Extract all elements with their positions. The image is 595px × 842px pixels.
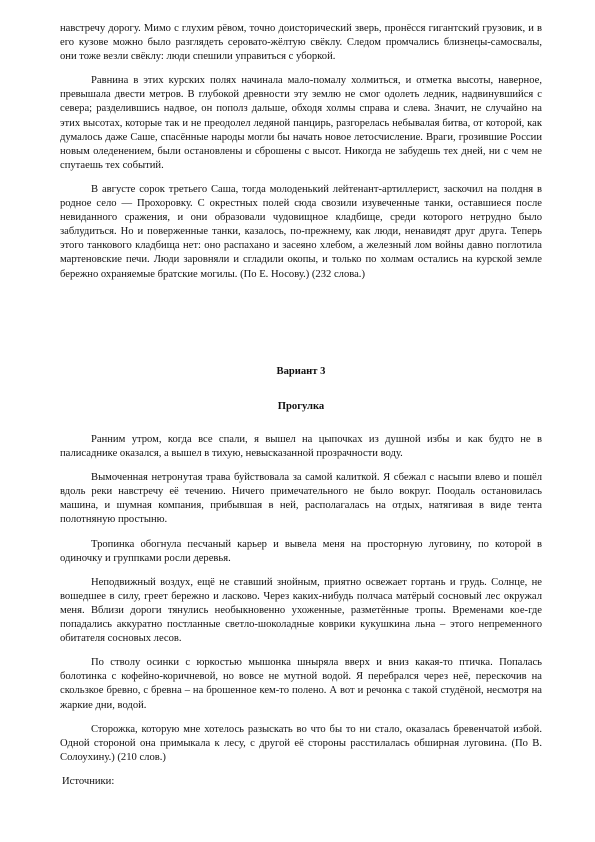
paragraph-path: Тропинка обогнула песчаный карьер и вывела меня на просторную луговину, по которой в одиночку и группками росли деревья. bbox=[60, 538, 542, 564]
paragraph-lodge: Сторожка, которую мне хотелось разыскать во что бы то ни стало, оказалась бревенчатой избой. Одной стороной она примыкала к лесу, с другой её стороны расстилалась обширная луговина. (По В. Солоухину.) (210 слов.) bbox=[60, 723, 542, 763]
paragraph-bird: По стволу осинки с юркостью мышонка шныряла вверх и вниз какая-то птичка. Попалась болотинка с кофейно-коричневой, но вовсе не мутной водой. Я перебрался через неё, перескочив на скользкое бревно, с бревна – на брошенное кем-то полено. А вот и речонка с такой студёной, несмотря на жаркие дни, водой. bbox=[60, 657, 542, 711]
paragraph-kursk-fields: Равнина в этих курских полях начинала мало-помалу холмиться, и отметка высоты, наверное, превышала двести метров. В глубокой древности эту землю не смог одолеть ледник, надвинувшийся с севера; разделившись надвое, он пополз дальше, обходя холмы справа и слева. Значит, не случайно на этих высотах, которые так и не преодолел ледяной панцирь, разгорелась небывалая битва, от которой, как думалось даже Саше, спасённые народы могли бы начать новое летосчисление. Враги, грозившие России новым оледенением, были остановлены и сброшены с высот. Никогда не забудешь тех дней, ни с чем не спутаешь тех событий. bbox=[60, 75, 542, 171]
story-title: Прогулка bbox=[277, 401, 325, 412]
paragraph-morning: Ранним утром, когда все спали, я вышел на цыпочках из душной избы и как будто не в палисаднике оказался, а вышел в тихую, невысказанной прозрачности воду. bbox=[60, 434, 542, 460]
paragraph-forest: Неподвижный воздух, ещё не ставший знойным, приятно освежает гортань и грудь. Солнце, не вошедшее в силу, греет бережно и ласково. Через каких-нибудь полчаса матёрый сосновый лес окружал меня. Вблизи дороги тянулись необыкновенно ухоженные, разметённые тропы. Временами кое-где попадались аккуратно постланные светло-шоколадные коврики кукушкина льна – этого непременного обитателя сосновых лесов. bbox=[60, 576, 542, 645]
paragraph-continuation: навстречу дорогу. Мимо с глухим рёвом, точно доисторический зверь, пронёсся гигантский грузовик, и в его кузове можно было разглядеть серовато-жёлтую свёклу. Следом промчались близнецы-самосвалы, они тоже везли свёклу: люди спешили управиться с уборкой. bbox=[60, 23, 542, 63]
top-text-block bbox=[60, 22, 542, 282]
paragraph-prokhorovka: В августе сорок третьего Саша, тогда молоденький лейтенант-артиллерист, заскочил на полдня в родное село — Прохоровку. С окрестных полей сюда свозили изувеченные танки, оставшиеся после невиданного сражения, и они образовали чудовищное кладбище, среди которого нетрудно было заблудиться. Но и поверженные танки, казалось, по-прежнему, как люди, ненавидят друг друга. Теперь этого танкового кладбища нет: оно распахано и засеяно хлебом, а железный лом войны давно поглотила мартеновские печи. Люди заровняли и сгладили окопы, и только по холмам остались на курской земле бережно охраняемые братские могилы. (По Е. Носову.) (232 слова.) bbox=[60, 183, 542, 280]
paragraph-grass: Вымоченная нетронутая трава буйствовала за самой калиткой. Я сбежал с насыпи влево и пошёл вдоль реки навстречу её течению. Ничего примечательного не было вокруг. Поодаль остановилась машина, и шумная компания, прибывшая в ней, располагалась на отдых, натягивая в виде тента полотняную простыню. bbox=[60, 472, 542, 526]
story-text-block bbox=[60, 433, 542, 789]
sources-label: Источники: bbox=[62, 775, 115, 787]
variant-title: Вариант 3 bbox=[276, 366, 326, 377]
